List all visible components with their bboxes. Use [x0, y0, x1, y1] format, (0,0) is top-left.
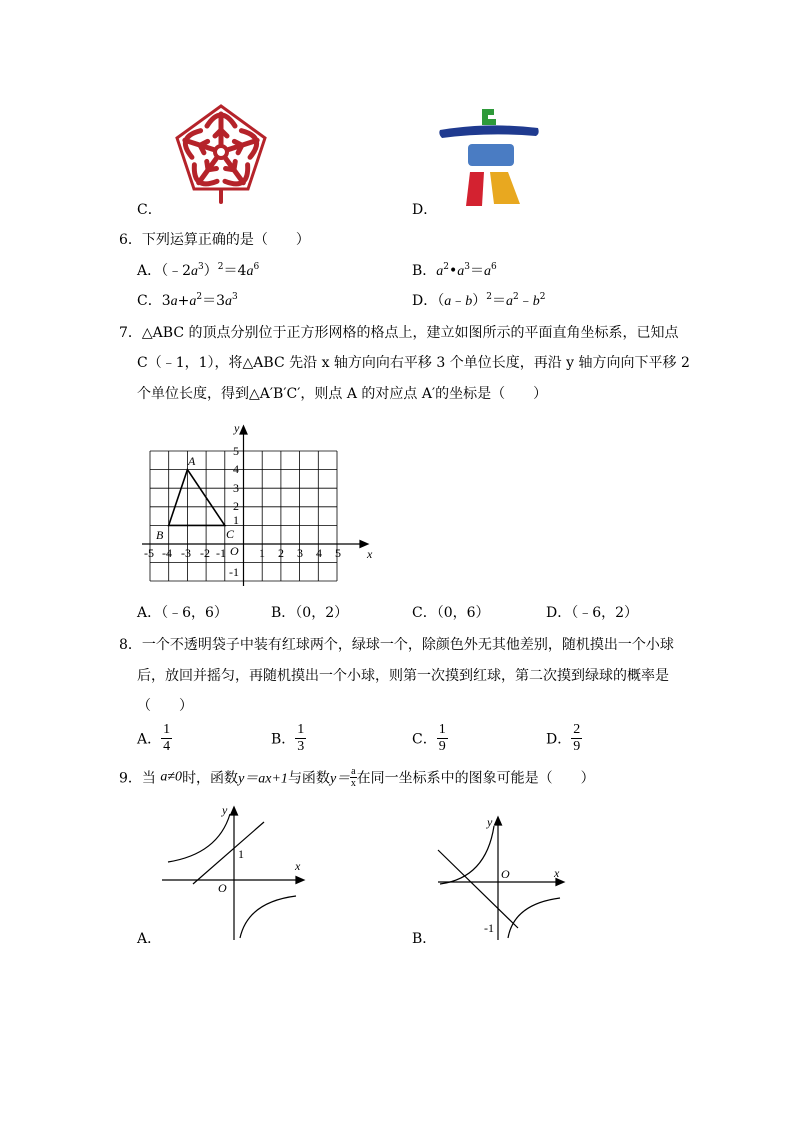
q9-graph-a-label: A． [137, 931, 162, 947]
x-tick: 1 [259, 546, 265, 560]
q8-line-2: 后，放回并摇匀，再随机摸出一个小球，则第一次摸到红球，第二次摸到绿球的概率是 [137, 668, 669, 684]
y-tick: 4 [233, 462, 239, 476]
x-tick: -4 [162, 546, 172, 560]
inukshuk-icon [438, 104, 542, 208]
graph-a-x-label: x [295, 859, 301, 873]
q7-grid-figure [138, 418, 378, 588]
graph-b-mark: -1 [484, 921, 494, 935]
x-tick: 2 [278, 546, 284, 560]
q7-choice-d: D．（﹣6，2） [546, 605, 639, 621]
y-tick: 1 [233, 513, 239, 527]
x-tick: -1 [216, 546, 226, 560]
q7-choice-b: B．（0，2） [271, 605, 349, 621]
x-tick: 4 [316, 546, 322, 560]
q7-line-3: 个单位长度，得到△A′B′C′，则点 A 的对应点 A′的坐标是（ ） [137, 386, 548, 402]
option-c-logo [168, 100, 274, 204]
q6-option-d: D．$(a﹣b)^2=a^2﹣b^2$ [412, 292, 546, 309]
option-d-inukshuk [438, 104, 542, 208]
y-tick: 5 [233, 444, 239, 458]
x-tick: 3 [297, 546, 303, 560]
y-tick: 3 [233, 481, 239, 495]
q8-option-d: D． $\frac{2}{9}$ [546, 722, 581, 754]
x-tick: -5 [144, 546, 154, 560]
q6-option-b: B．$a^2•a^3=a^6$ [412, 262, 497, 279]
point-a-label: A [188, 454, 196, 468]
q8-option-c: C． $\frac{1}{9}$ [412, 722, 446, 754]
q8-option-a: A． $\frac{1}{4}$ [137, 722, 171, 754]
point-b-label: B [156, 528, 164, 542]
x-tick: -3 [181, 546, 191, 560]
x-tick: -2 [200, 546, 210, 560]
q8-line-1: 8．一个不透明袋子中装有红球两个，绿球一个，除颜色外无其他差别，随机摸出一个小球 [119, 637, 674, 653]
q7-line-2: C（﹣1，1），将△ABC 先沿 x 轴方向向右平移 3 个单位长度，再沿 y 轴方向向下平移 2 [137, 355, 690, 371]
q8-line-3: （ ） [137, 698, 193, 714]
q6-stem: 6．下列运算正确的是（ ） [119, 232, 310, 248]
graph-a-y-label: y [222, 803, 228, 817]
q9-graph-b-label: B． [412, 931, 437, 947]
option-d-label: D． [412, 202, 438, 218]
graph-b-plot [434, 812, 574, 942]
snowflake-emblem-icon [168, 100, 274, 204]
option-c-label: C． [137, 202, 162, 218]
q9-graph-a [158, 802, 308, 942]
graph-b-origin: O [501, 867, 510, 881]
y-tick: -1 [229, 565, 239, 579]
y-tick: 2 [233, 499, 239, 513]
coordinate-grid [138, 418, 378, 588]
x-tick: 5 [335, 546, 341, 560]
q7-choice-a: A．（﹣6，6） [137, 605, 228, 621]
y-axis-label: y [234, 421, 240, 435]
graph-a-origin: O [218, 881, 227, 895]
point-c-label: C [226, 527, 235, 541]
graph-a-plot [158, 802, 308, 942]
origin-label: O [230, 544, 239, 558]
graph-a-mark: 1 [238, 847, 244, 861]
graph-b-x-label: x [554, 866, 560, 880]
q7-line-1: 7．△ABC 的顶点分别位于正方形网格的格点上，建立如图所示的平面直角坐标系，已知点 [119, 325, 679, 341]
graph-b-y-label: y [487, 815, 493, 829]
q9-graph-b [434, 812, 574, 942]
q9-stem: 9．当 a≠0时，函数y＝ax+1与函数y＝ $\frac{a}{x}$ 在同一坐标系中的图象可能是（ ） [119, 766, 595, 789]
q7-choice-c: C．（0，6） [412, 605, 490, 621]
q6-option-c: C．$3a+a^2=3a^3$ [137, 292, 238, 309]
q6-option-a: A．$(﹣2a^3)^2=4a^6$ [137, 262, 260, 279]
x-axis-label: x [367, 547, 373, 561]
q8-option-b: B． $\frac{1}{3}$ [271, 722, 305, 754]
